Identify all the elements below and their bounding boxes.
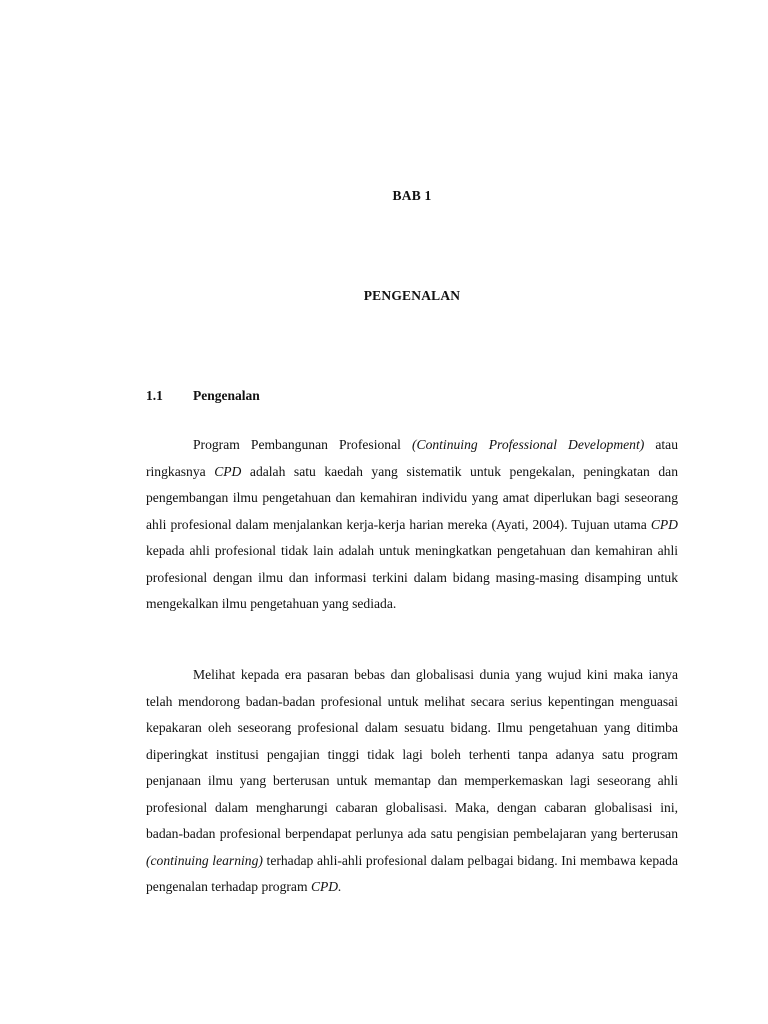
section-title: Pengenalan <box>193 388 260 403</box>
paragraph-1-text-2: atau ringkasnya <box>146 437 678 479</box>
section-number: 1.1 <box>146 388 163 403</box>
paragraph-2-italic-2: CPD. <box>310 879 342 894</box>
paragraph-2-text-2: terhadap ahli-ahli profesional dalam pelbagai bidang. Ini membawa kepada pengenalan terhadap program <box>146 852 678 894</box>
chapter-label: BAB 1 <box>392 188 432 203</box>
paragraph-2-italic-1: (continuing learning) <box>146 852 263 868</box>
paragraph-2 <box>146 662 678 901</box>
paragraph-1-italic-1: (Continuing Professional Development) <box>411 437 645 452</box>
paragraph-1 <box>146 432 678 618</box>
paragraph-1-text-3: adalah satu kaedah yang sistematik untuk pengekalan, peningkatan dan pengembangan ilmu pengetahuan dan kemahiran individu yang amat diperlukan bagi seseorang ahli profesional dalam menjalankan kerja-kerja harian mereka (Ayati, 2004). Tujuan utama <box>146 463 678 532</box>
paragraph-1-text-1: Program Pembangunan Profesional <box>193 437 412 452</box>
paragraph-1-italic-2: CPD <box>214 463 242 479</box>
paragraph-2-text-1: Melihat kepada era pasaran bebas dan globalisasi dunia yang wujud kini maka ianya telah mendorong badan-badan profesional untuk melihat secara serius kepentingan menguasai kepakaran oleh seseorang profesional dalam sesuatu bidang. Ilmu pengetahuan yang ditimba diperingkat institusi pengajian tinggi tidak lagi boleh terhenti tanpa adanya satu program penjanaan ilmu yang berterusan untuk memantap dan memperkemaskan lagi seseorang ahli profesional dalam mengharungi cabaran globalisasi. Maka, dengan cabaran globalisasi ini, badan-badan profesional berpendapat perlunya ada satu pengisian pembelajaran yang berterusan <box>146 667 678 841</box>
chapter-title: PENGENALAN <box>363 288 461 303</box>
paragraph-1-text-4: kepada ahli profesional tidak lain adalah untuk meningkatkan pengetahuan dan kemahiran ahli profesional dengan ilmu dan informasi terkini dalam bidang masing-masing disamping untuk mengekalkan ilmu pengetahuan yang sediada. <box>146 543 678 611</box>
paragraph-1-italic-3: CPD <box>650 516 678 532</box>
section-heading <box>146 388 260 404</box>
